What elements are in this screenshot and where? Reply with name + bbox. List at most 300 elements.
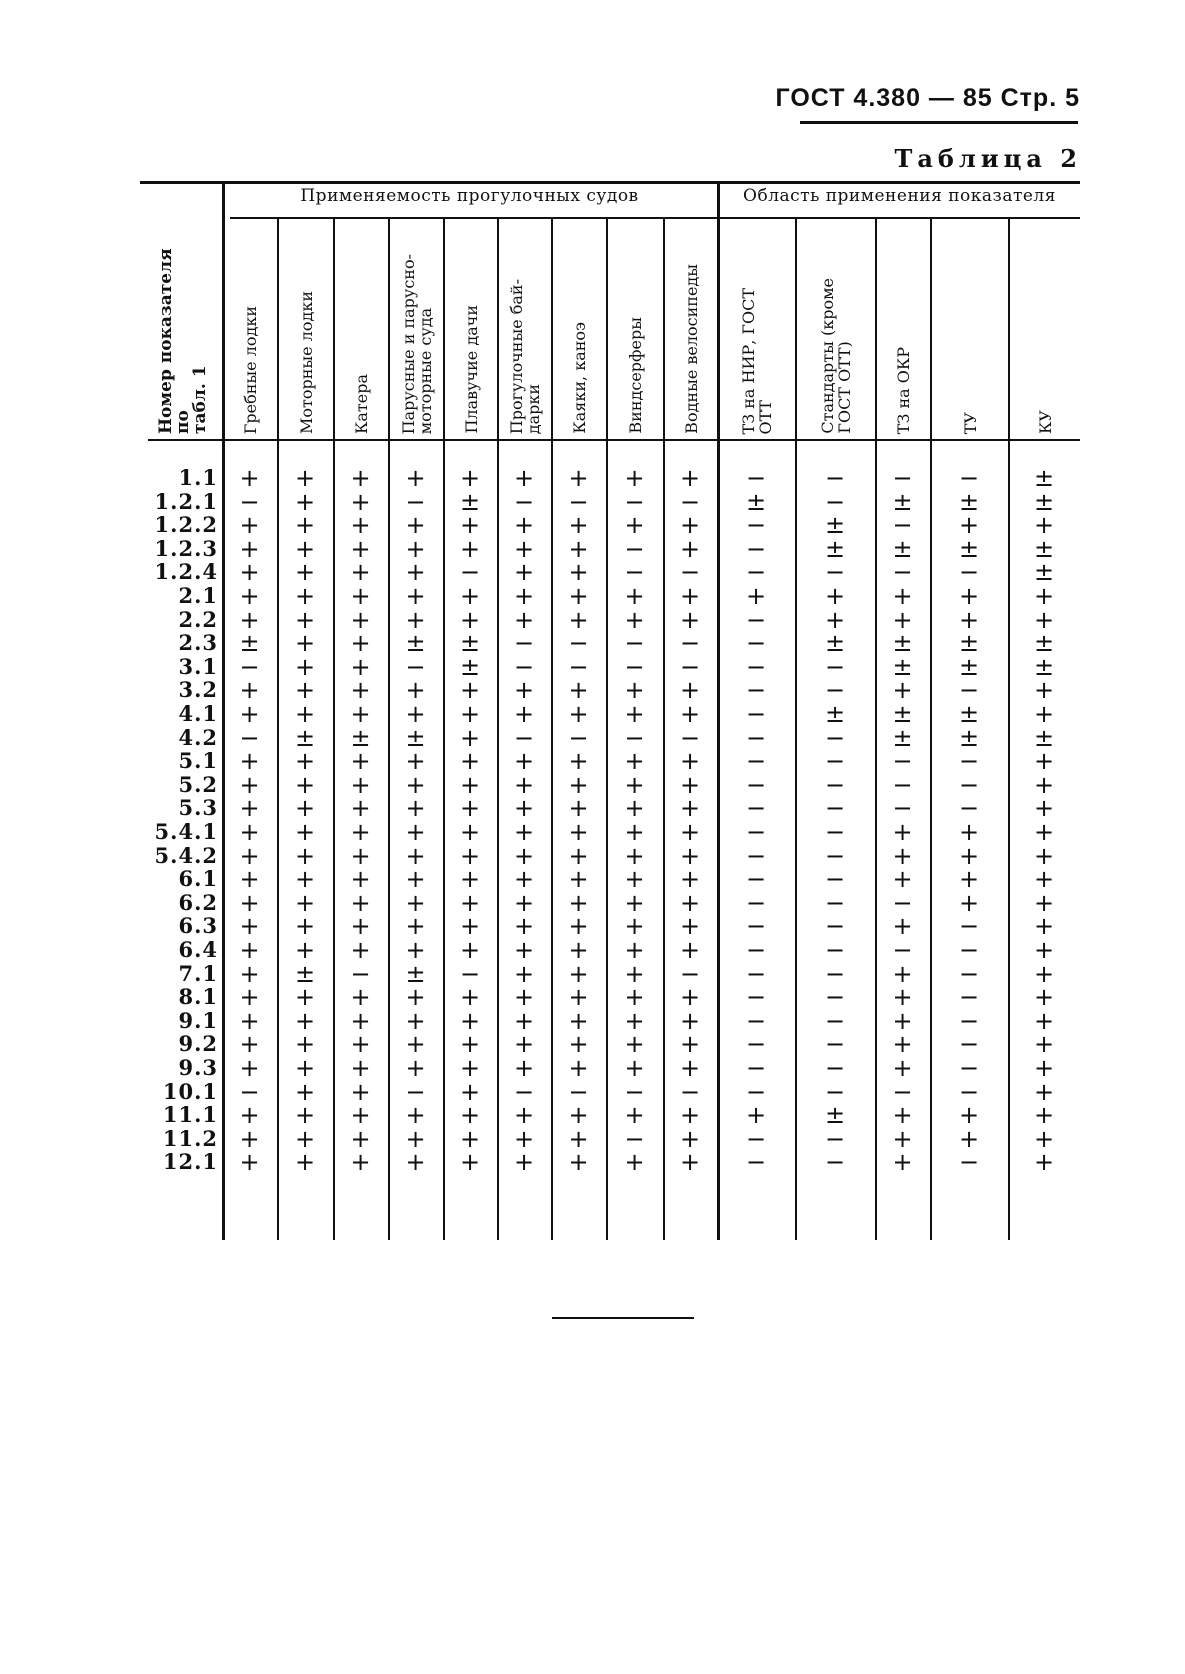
table-cell-mark: + — [1033, 582, 1055, 610]
table-cell-mark: + — [624, 818, 645, 846]
table-cell-mark: ± — [350, 723, 371, 752]
table-cell-mark: ± — [1033, 487, 1055, 516]
table-cell-mark: ± — [405, 959, 426, 988]
row-number: 1.2.3 — [154, 535, 218, 561]
table-cell-mark: + — [568, 1030, 589, 1059]
table-cell-mark: ± — [824, 534, 846, 563]
table-cell-mark: + — [513, 534, 535, 563]
table-cell-mark: − — [568, 629, 589, 658]
table-cell-mark: − — [958, 1077, 980, 1106]
table-cell-mark: + — [568, 959, 589, 988]
table-cell-mark: + — [405, 1101, 426, 1130]
table-cell-mark: + — [405, 534, 426, 563]
group-header-application-area: Область применения показателя — [743, 186, 1056, 206]
row-number: 5.1 — [178, 748, 218, 774]
table-cell-mark: + — [1033, 700, 1055, 728]
table-cell-mark: + — [350, 511, 371, 540]
table-cell-mark: + — [239, 794, 260, 823]
table-cell-mark: + — [459, 534, 481, 563]
table-cell-mark: + — [568, 464, 589, 492]
table-cell-mark: + — [350, 1054, 371, 1082]
table-cell-mark: + — [294, 487, 316, 516]
table-cell-mark: + — [892, 1148, 913, 1177]
table-cell-mark: + — [513, 818, 535, 846]
table-cell-mark: + — [239, 936, 260, 964]
table-cell-mark: + — [294, 747, 316, 776]
table-cell-mark: + — [350, 1030, 371, 1059]
table-cell-mark: + — [239, 464, 260, 492]
table-cell-mark: + — [624, 1030, 645, 1059]
table-cell-mark: + — [513, 865, 535, 894]
table-cell-mark: + — [624, 841, 645, 870]
table-cell-mark: + — [513, 936, 535, 964]
table-cell-mark: + — [624, 1054, 645, 1082]
table-cell-mark: + — [294, 1030, 316, 1059]
table-cell-mark: + — [745, 582, 767, 610]
table-cell-mark: − — [892, 888, 913, 917]
table-cell-mark: + — [624, 464, 645, 492]
table-cell-mark: − — [824, 487, 846, 516]
table-cell-mark: − — [892, 770, 913, 799]
column-header-7 — [555, 222, 604, 434]
table-cell-mark: − — [513, 652, 535, 681]
table-cell-mark: ± — [239, 629, 260, 658]
table-cell-mark: + — [239, 959, 260, 988]
table-cell-mark: + — [568, 1006, 589, 1035]
table-cell-mark: − — [824, 794, 846, 823]
column-header-label: КУ — [1035, 410, 1055, 434]
table-cell-mark: − — [958, 1006, 980, 1035]
table-cell-mark: + — [568, 511, 589, 540]
table-cell-mark: + — [958, 605, 980, 634]
column-header-label: ТЗ на ОКР — [894, 346, 913, 434]
group-header-applicability: Применяемость прогулочных судов — [300, 186, 639, 206]
table-cell-mark: − — [745, 983, 767, 1012]
table-cell-mark: + — [294, 605, 316, 634]
table-cell-mark: + — [892, 582, 913, 610]
table-cell-mark: + — [679, 1006, 701, 1035]
table-cell-mark: + — [892, 818, 913, 846]
table-cell-mark: + — [350, 1148, 371, 1177]
table-cell-mark: − — [679, 959, 701, 988]
row-header-cell — [148, 222, 218, 434]
table-cell-mark: + — [350, 487, 371, 516]
table-cell-mark: + — [679, 676, 701, 705]
table-cell-mark: + — [513, 1101, 535, 1130]
table-cell-mark: + — [350, 605, 371, 634]
table-cell-mark: + — [1033, 983, 1055, 1012]
table-cell-mark: − — [745, 1148, 767, 1177]
table-cell-mark: − — [892, 511, 913, 540]
table-cell-mark: + — [350, 1101, 371, 1130]
table-cell-mark: + — [1033, 912, 1055, 941]
table-cell-mark: + — [1033, 818, 1055, 846]
table-cell-mark: − — [824, 888, 846, 917]
table-cell-mark: + — [459, 865, 481, 894]
table-cell-mark: + — [679, 1148, 701, 1177]
table-cell-mark: + — [294, 1124, 316, 1153]
table-cell-mark: − — [568, 487, 589, 516]
table-cell-mark: + — [459, 1006, 481, 1035]
table-cell-mark: ± — [1033, 723, 1055, 752]
table-cell-mark: + — [624, 888, 645, 917]
row-number: 11.1 — [162, 1102, 218, 1128]
table-cell-mark: − — [745, 511, 767, 540]
table-cell-mark: + — [405, 676, 426, 705]
table-cell-mark: + — [350, 912, 371, 941]
table-cell-mark: + — [568, 936, 589, 964]
row-number: 11.2 — [162, 1125, 218, 1151]
table-cell-mark: + — [1033, 1101, 1055, 1130]
table-cell-mark: − — [745, 1006, 767, 1035]
table-cell-mark: + — [294, 652, 316, 681]
table-cell-mark: − — [958, 1148, 980, 1177]
column-header-label: Каяки, каноэ — [570, 322, 589, 434]
column-header-label: ТЗ на НИР, ГОСТ ОТТ — [739, 287, 775, 434]
column-header-label: Парусные и парусно- моторные суда — [398, 253, 435, 434]
table-cell-mark: + — [892, 865, 913, 894]
table-cell-mark: + — [624, 912, 645, 941]
table-cell-mark: + — [1033, 794, 1055, 823]
table-cell-mark: ± — [824, 1101, 846, 1130]
table-cell-mark: + — [513, 747, 535, 776]
table-cell-mark: − — [513, 723, 535, 752]
table-cell-mark: − — [824, 936, 846, 964]
table-cell-mark: − — [513, 487, 535, 516]
table-cell-mark: + — [679, 983, 701, 1012]
table-cell-mark: + — [513, 582, 535, 610]
table-cell-mark: ± — [892, 700, 913, 728]
table-cell-mark: + — [294, 1101, 316, 1130]
table-cell-mark: + — [294, 865, 316, 894]
table-cell-mark: + — [958, 511, 980, 540]
table-cell-mark: ± — [892, 723, 913, 752]
table-cell-mark: + — [513, 1148, 535, 1177]
table-cell-mark: + — [459, 912, 481, 941]
table-cell-mark: + — [1033, 511, 1055, 540]
table-cell-mark: + — [568, 1101, 589, 1130]
table-cell-mark: − — [679, 558, 701, 587]
table-cell-mark: − — [958, 959, 980, 988]
table-cell-mark: + — [405, 1148, 426, 1177]
table-cell-mark: − — [624, 652, 645, 681]
table-cell-mark: ± — [1033, 558, 1055, 587]
row-number: 12.1 — [162, 1149, 218, 1175]
table-cell-mark: ± — [294, 959, 316, 988]
table-cell-mark: + — [405, 794, 426, 823]
table-cell-mark: + — [350, 818, 371, 846]
table-cell-mark: + — [513, 1030, 535, 1059]
table-cell-mark: − — [239, 723, 260, 752]
table-cell-mark: + — [405, 747, 426, 776]
table-cell-mark: + — [679, 770, 701, 799]
row-number: 4.1 — [178, 701, 218, 726]
table-cell-mark: ± — [892, 534, 913, 563]
table-cell-mark: ± — [745, 487, 767, 516]
table-cell-mark: − — [745, 629, 767, 658]
table-cell-mark: − — [568, 1077, 589, 1106]
table-cell-mark: + — [239, 1101, 260, 1130]
table-cell-mark: + — [405, 770, 426, 799]
table-cell-mark: + — [568, 700, 589, 728]
table-cell-mark: + — [624, 770, 645, 799]
table-cell-mark: + — [350, 534, 371, 563]
row-number: 9.2 — [178, 1031, 218, 1057]
table-cell-mark: + — [350, 700, 371, 728]
column-header-label: Стандарты (кроме ГОСТ ОТТ) — [818, 278, 854, 434]
table-cell-mark: + — [459, 1148, 481, 1177]
table-cell-mark: + — [624, 1006, 645, 1035]
table-cell-mark: + — [459, 723, 481, 752]
table-cell-mark: − — [745, 818, 767, 846]
table-cell-mark: + — [405, 818, 426, 846]
table-cell-mark: + — [350, 676, 371, 705]
table-cell-mark: − — [892, 936, 913, 964]
table-cell-mark: + — [459, 700, 481, 728]
table-cell-mark: + — [892, 1054, 913, 1082]
table-cell-mark: + — [1033, 936, 1055, 964]
row-number: 6.4 — [178, 937, 218, 962]
table-cell-mark: + — [892, 983, 913, 1012]
table-cell-mark: ± — [824, 629, 846, 658]
table-cell-mark: − — [745, 1030, 767, 1059]
table-cell-mark: − — [824, 841, 846, 870]
table-cell-mark: + — [239, 841, 260, 870]
table-cell-mark: + — [350, 888, 371, 917]
table-cell-mark: + — [958, 582, 980, 610]
table-cell-mark: + — [459, 1124, 481, 1153]
table-cell-mark: + — [679, 582, 701, 610]
table-cell-mark: + — [294, 983, 316, 1012]
table-cell-mark: + — [350, 1006, 371, 1035]
table-cell-mark: + — [624, 511, 645, 540]
table-cell-mark: + — [892, 1006, 913, 1035]
table-cell-mark: + — [513, 770, 535, 799]
table-cell-mark: + — [1033, 770, 1055, 799]
column-header-13 — [934, 222, 1006, 434]
table-cell-mark: + — [239, 770, 260, 799]
table-cell-mark: + — [624, 959, 645, 988]
table-cell-mark: + — [1033, 605, 1055, 634]
table-cell-mark: ± — [958, 723, 980, 752]
table-cell-mark: − — [958, 770, 980, 799]
table-cell-mark: − — [745, 865, 767, 894]
table-cell-mark: ± — [1033, 534, 1055, 563]
table-cell-mark: + — [459, 794, 481, 823]
table-cell-mark: − — [824, 558, 846, 587]
table-cell-mark: + — [294, 700, 316, 728]
table-cell-mark: + — [405, 700, 426, 728]
table-cell-mark: + — [568, 841, 589, 870]
table-cell-mark: − — [405, 652, 426, 681]
table-cell-mark: + — [294, 1006, 316, 1035]
table-cell-mark: + — [679, 1054, 701, 1082]
table-cell-mark: + — [958, 888, 980, 917]
table-cell-mark: + — [405, 936, 426, 964]
table-cell-mark: + — [624, 983, 645, 1012]
table-cell-mark: + — [350, 1124, 371, 1153]
table-cell-mark: + — [405, 912, 426, 941]
table-cell-mark: + — [892, 1030, 913, 1059]
table-cell-mark: + — [459, 605, 481, 634]
table-cell-mark: + — [239, 558, 260, 587]
table-cell-mark: + — [892, 1101, 913, 1130]
table-cell-mark: + — [459, 983, 481, 1012]
table-cell-mark: + — [350, 629, 371, 658]
table-cell-mark: − — [824, 818, 846, 846]
table-cell-mark: + — [405, 511, 426, 540]
table-cell-mark: − — [350, 959, 371, 988]
table-cell-mark: − — [958, 1030, 980, 1059]
table-cell-mark: + — [568, 865, 589, 894]
table-cell-mark: + — [679, 747, 701, 776]
row-number: 2.1 — [178, 583, 218, 608]
table-cell-mark: + — [1033, 888, 1055, 917]
table-cell-mark: + — [350, 747, 371, 776]
table-cell-mark: − — [958, 1054, 980, 1082]
column-header-6 — [501, 222, 549, 434]
table-cell-mark: + — [568, 818, 589, 846]
column-header-label: Водные велосипеды — [681, 264, 701, 434]
table-cell-mark: + — [958, 1101, 980, 1130]
table-cell-mark: + — [513, 605, 535, 634]
table-cell-mark: − — [824, 983, 846, 1012]
table-cell-mark: + — [405, 1054, 426, 1082]
table-cell-mark: + — [679, 511, 701, 540]
table-cell-mark: + — [350, 865, 371, 894]
row-number: 3.1 — [178, 653, 218, 679]
table-cell-mark: + — [624, 865, 645, 894]
table-cell-mark: + — [459, 770, 481, 799]
table-cell-mark: − — [958, 747, 980, 776]
table-cell-mark: + — [459, 888, 481, 917]
table-cell-mark: − — [568, 723, 589, 752]
table-cell-mark: − — [824, 912, 846, 941]
table-cell-mark: − — [824, 747, 846, 776]
table-cell-mark: + — [624, 676, 645, 705]
table-cell-mark: ± — [405, 629, 426, 658]
table-cell-mark: + — [624, 700, 645, 728]
table-cell-mark: + — [459, 582, 481, 610]
table-cell-mark: − — [824, 723, 846, 752]
table-cell-mark: ± — [459, 629, 481, 658]
table-cell-mark: + — [824, 605, 846, 634]
table-cell-mark: + — [1033, 1030, 1055, 1059]
table-caption: Таблица 2 — [894, 144, 1082, 173]
table-cell-mark: − — [958, 794, 980, 823]
table-cell-mark: + — [294, 1077, 316, 1106]
table-cell-mark: + — [679, 912, 701, 941]
table-cell-mark: + — [239, 912, 260, 941]
table-cell-mark: + — [459, 841, 481, 870]
table-cell-mark: − — [745, 1124, 767, 1153]
table-cell-mark: − — [745, 770, 767, 799]
table-cell-mark: − — [745, 936, 767, 964]
table-cell-mark: − — [824, 1054, 846, 1082]
column-header-label: Гребные лодки — [241, 305, 260, 434]
table-cell-mark: − — [239, 487, 260, 516]
table-cell-mark: + — [294, 558, 316, 587]
column-header-11 — [799, 222, 873, 434]
table-cell-mark: − — [679, 652, 701, 681]
table-cell-mark: − — [745, 1077, 767, 1106]
row-number: 6.2 — [178, 889, 218, 915]
table-cell-mark: ± — [958, 700, 980, 728]
footer-rule — [552, 1317, 694, 1319]
table-cell-mark: + — [679, 534, 701, 563]
row-number: 2.2 — [178, 606, 218, 632]
table-cell-mark: + — [294, 1054, 316, 1082]
table-cell-mark: − — [745, 605, 767, 634]
table-cell-mark: + — [513, 794, 535, 823]
table-cell-mark: + — [568, 1124, 589, 1153]
table-cell-mark: + — [350, 652, 371, 681]
table-cell-mark: + — [350, 983, 371, 1012]
table-cell-mark: + — [294, 676, 316, 705]
table-cell-mark: + — [405, 1124, 426, 1153]
table-cell-mark: − — [745, 747, 767, 776]
table-cell-mark: − — [824, 1124, 846, 1153]
table-cell-mark: + — [405, 1030, 426, 1059]
row-number: 9.1 — [178, 1007, 218, 1033]
table-cell-mark: + — [350, 936, 371, 964]
table-cell-mark: + — [405, 582, 426, 610]
table-cell-mark: + — [1033, 865, 1055, 894]
table-cell-mark: + — [513, 888, 535, 917]
table-cell-mark: + — [350, 841, 371, 870]
row-number: 6.3 — [178, 913, 218, 939]
table-cell-mark: + — [958, 818, 980, 846]
table-cell-mark: + — [294, 794, 316, 823]
table-cell-mark: + — [294, 936, 316, 964]
table-cell-mark: ± — [958, 534, 980, 563]
table-cell-mark: + — [239, 605, 260, 634]
table-cell-mark: ± — [1033, 464, 1055, 492]
table-cell-mark: + — [239, 983, 260, 1012]
column-header-label: Виндсерферы — [626, 317, 645, 434]
row-number: 2.3 — [178, 630, 218, 656]
table-cell-mark: + — [459, 511, 481, 540]
table-cell-mark: + — [513, 464, 535, 492]
table-cell-mark: − — [824, 1148, 846, 1177]
table-cell-mark: + — [1033, 1124, 1055, 1153]
table-cell-mark: + — [679, 794, 701, 823]
table-cell-mark: + — [350, 770, 371, 799]
table-cell-mark: + — [239, 534, 260, 563]
table-cell-mark: + — [624, 747, 645, 776]
table-cell-mark: ± — [824, 700, 846, 728]
row-number: 8.1 — [178, 984, 218, 1010]
table-cell-mark: + — [459, 818, 481, 846]
table-cell-mark: − — [459, 558, 481, 587]
column-header-3 — [337, 222, 386, 434]
table-cell-mark: − — [824, 865, 846, 894]
table-cell-mark: + — [568, 1054, 589, 1082]
table-cell-mark: − — [745, 676, 767, 705]
column-header-label: Плавучие дачи — [461, 305, 481, 434]
table-cell-mark: + — [513, 1054, 535, 1082]
table-cell-mark: + — [958, 1124, 980, 1153]
column-header-10 — [721, 222, 793, 434]
table-cell-mark: − — [624, 723, 645, 752]
table-cell-mark: + — [459, 747, 481, 776]
table-cell-mark: ± — [892, 487, 913, 516]
table-cell-mark: − — [745, 558, 767, 587]
table-cell-mark: + — [568, 888, 589, 917]
table-header-bottom-rule — [148, 439, 1080, 441]
table-cell-mark: − — [513, 1077, 535, 1106]
table-cell-mark: + — [568, 912, 589, 941]
